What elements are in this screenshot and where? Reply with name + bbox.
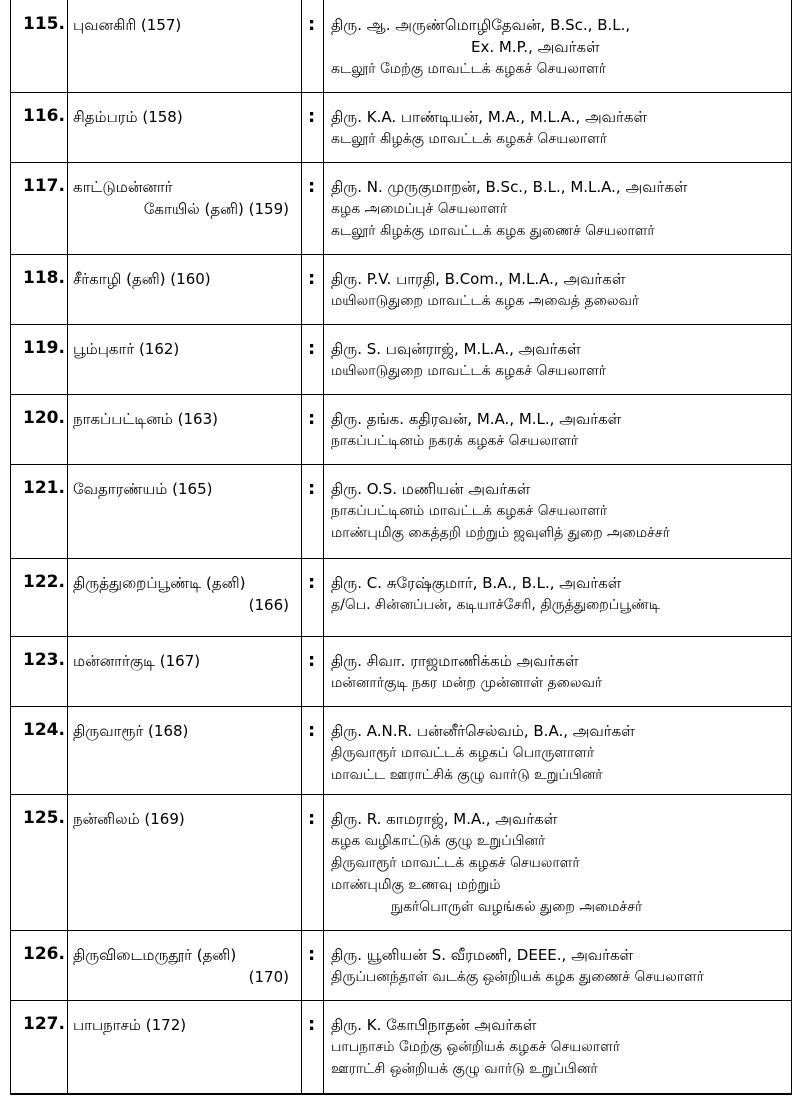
candidate-name: திரு. K.A. பாண்டியன், M.A., M.L.A., அவர்கள் (331, 108, 647, 126)
candidate-name: திரு. N. முருகுமாறன், B.Sc., B.L., M.L.A., அவர்கள் (331, 178, 688, 196)
table-row (11, 464, 791, 559)
serial-number: 119. (23, 338, 65, 358)
candidate-role: கடலூர் மேற்கு மாவட்டக் கழகச் செயலாளர் (331, 61, 607, 77)
candidate-role: மாண்புமிகு உணவு மற்றும் (331, 877, 501, 893)
candidate-details (331, 1014, 786, 1080)
candidate-name: திரு. P.V. பாரதி, B.Com., M.L.A., அவர்கள் (331, 270, 626, 288)
constituency: திருத்துறைப்பூண்டி (தனி) (166) (73, 574, 289, 614)
separator-colon: : (308, 720, 316, 741)
candidate-role: ஊராட்சி ஒன்றியக் குழு வார்டு உறுப்பினர் (331, 1061, 598, 1077)
candidate-details (331, 808, 786, 918)
candidate-name: திரு. தங்க. கதிரவன், M.A., M.L., அவர்கள் (331, 410, 622, 428)
table-row (11, 930, 791, 1001)
separator-colon: : (308, 338, 316, 359)
candidate-details (331, 650, 786, 694)
candidate-details (331, 478, 786, 544)
constituency: நாகப்பட்டினம் (163) (73, 410, 218, 428)
candidate-role: த/பெ. சின்னப்பன், கடியாச்சேரி, திருத்துறைப்பூண்டி (331, 597, 661, 613)
candidate-name: திரு. A.N.R. பன்னீர்செல்வம், B.A., அவர்கள் (331, 722, 635, 740)
table-row (11, 0, 791, 93)
serial-number: 121. (23, 478, 65, 498)
table-row (11, 394, 791, 465)
candidate-role: நாகப்பட்டினம் நகரக் கழகச் செயலாளர் (331, 433, 579, 449)
separator-colon: : (308, 106, 316, 127)
table-row (11, 706, 791, 795)
candidate-role: திருப்பனந்தாள் வடக்கு ஒன்றியக் கழக துணைச் செயலாளர் (331, 969, 704, 985)
serial-number: 127. (23, 1014, 65, 1034)
candidate-role: பாபநாசம் மேற்கு ஒன்றியக் கழகச் செயலாளர் (331, 1039, 621, 1055)
candidate-name: திரு. R. காமராஜ், M.A., அவர்கள் (331, 810, 558, 828)
separator-colon: : (308, 808, 316, 829)
candidate-name-continued: Ex. M.P., அவர்கள் (471, 38, 600, 56)
separator-colon: : (308, 650, 316, 671)
serial-number: 123. (23, 650, 65, 670)
candidate-name: திரு. யூனியன் S. வீரமணி, DEEE., அவர்கள் (331, 946, 634, 964)
candidate-name: திரு. S. பவுன்ராஜ், M.L.A., அவர்கள் (331, 340, 581, 358)
serial-number: 122. (23, 572, 65, 592)
candidate-details (331, 106, 786, 150)
table-row (11, 558, 791, 637)
constituency: சிதம்பரம் (158) (73, 108, 183, 126)
constituency: பூம்புகார் (162) (73, 340, 180, 358)
candidate-list-table (10, 0, 792, 1095)
separator-colon: : (308, 572, 316, 593)
candidate-role: கடலூர் கிழக்கு மாவட்டக் கழக துணைச் செயலாளர் (331, 223, 655, 239)
constituency: திருவிடைமருதூர் (தனி) (170) (73, 946, 289, 986)
serial-number: 120. (23, 408, 65, 428)
candidate-role: கடலூர் கிழக்கு மாவட்டக் கழகச் செயலாளர் (331, 131, 608, 147)
table-row (11, 636, 791, 707)
serial-number: 126. (23, 944, 65, 964)
serial-number: 118. (23, 268, 65, 288)
candidate-role: திருவாரூர் மாவட்டக் கழகச் செயலாளர் (331, 855, 580, 871)
separator-colon: : (308, 1014, 316, 1035)
candidate-details (331, 268, 786, 312)
candidate-name: திரு. K. கோபிநாதன் அவர்கள் (331, 1016, 537, 1034)
table-row (11, 92, 791, 163)
constituency: சீர்காழி (தனி) (160) (73, 270, 211, 288)
candidate-role: கழக அமைப்புச் செயலாளர் (331, 201, 508, 217)
separator-colon: : (308, 176, 316, 197)
serial-number: 125. (23, 808, 65, 828)
serial-number: 115. (23, 14, 65, 34)
table-row (11, 162, 791, 255)
constituency: நன்னிலம் (169) (73, 810, 185, 828)
candidate-details (331, 720, 786, 786)
candidate-name: திரு. சிவா. ராஜமாணிக்கம் அவர்கள் (331, 652, 579, 670)
candidate-role-continued: நுகர்பொருள் வழங்கல் துறை அமைச்சர் (391, 899, 643, 915)
candidate-details (331, 14, 786, 80)
candidate-role: மாண்புமிகு கைத்தறி மற்றும் ஜவுளித் துறை அமைச்சர் (331, 525, 670, 541)
candidate-role: மாவட்ட ஊராட்சிக் குழு வார்டு உறுப்பினர் (331, 767, 603, 783)
candidate-role: திருவாரூர் மாவட்டக் கழகப் பொருளாளர் (331, 745, 595, 761)
constituency: மன்னார்குடி (167) (73, 652, 201, 670)
constituency: காட்டுமன்னார் கோயில் (தனி) (159) (73, 178, 289, 218)
candidate-name: திரு. O.S. மணியன் அவர்கள் (331, 480, 531, 498)
candidate-role: கழக வழிகாட்டுக் குழு உறுப்பினர் (331, 833, 546, 849)
serial-number: 117. (23, 176, 65, 196)
candidate-role: மயிலாடுதுறை மாவட்டக் கழகச் செயலாளர் (331, 363, 607, 379)
table-row (11, 324, 791, 395)
table-row (11, 1000, 791, 1094)
separator-colon: : (308, 408, 316, 429)
candidate-details (331, 338, 786, 382)
candidate-details (331, 408, 786, 452)
table-row (11, 794, 791, 931)
serial-number: 124. (23, 720, 65, 740)
candidate-role: நாகப்பட்டினம் மாவட்டக் கழகச் செயலாளர் (331, 503, 608, 519)
table-row (11, 254, 791, 325)
candidate-details (331, 176, 786, 242)
separator-colon: : (308, 268, 316, 289)
candidate-role: மன்னார்குடி நகர மன்ற முன்னாள் தலைவர் (331, 675, 603, 691)
candidate-details (331, 944, 786, 988)
separator-colon: : (308, 14, 316, 35)
constituency: திருவாரூர் (168) (73, 722, 189, 740)
constituency: வேதாரண்யம் (165) (73, 480, 213, 498)
separator-colon: : (308, 944, 316, 965)
serial-number: 116. (23, 106, 65, 126)
candidate-name: திரு. ஆ. அருண்மொழிதேவன், B.Sc., B.L., (331, 16, 631, 34)
candidate-role: மயிலாடுதுறை மாவட்டக் கழக அவைத் தலைவர் (331, 293, 640, 309)
candidate-details (331, 572, 786, 616)
constituency: புவனகிரி (157) (73, 16, 182, 34)
constituency: பாபநாசம் (172) (73, 1016, 187, 1034)
separator-colon: : (308, 478, 316, 499)
candidate-name: திரு. C. சுரேஷ்குமார், B.A., B.L., அவர்கள் (331, 574, 622, 592)
